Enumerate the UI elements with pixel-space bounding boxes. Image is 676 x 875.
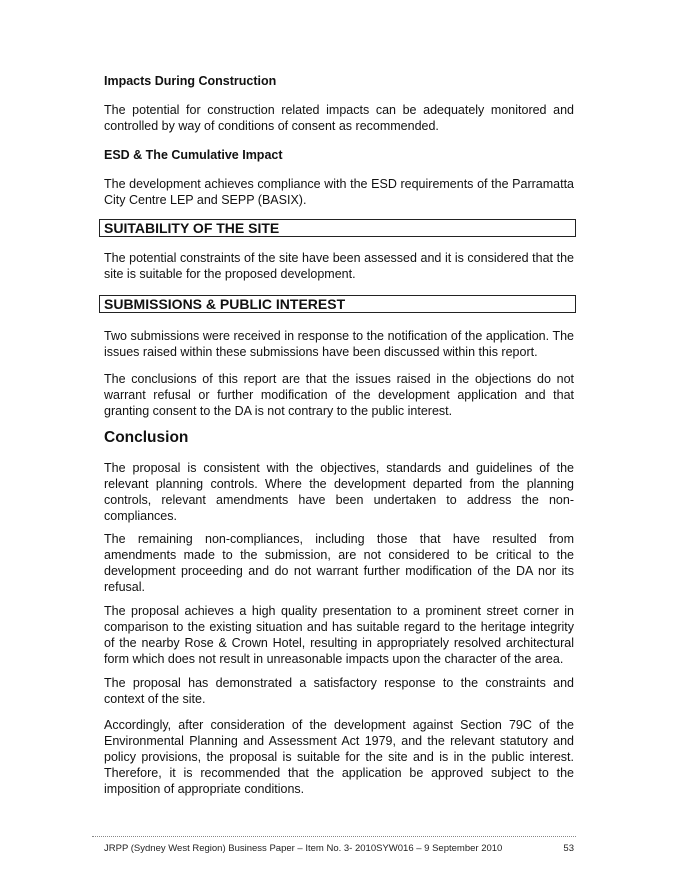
conclusion-paragraph-3: The proposal achieves a high quality presentation to a prominent street corner in comparison to the existing situation and has suitable regard to the heritage integrity of the nearby Rose & Crown Hotel, resulting in appropriately resolved architectural form which does not result in unreasonable impacts upon the character of the area. — [104, 604, 574, 666]
suitability-paragraph: The potential constraints of the site have been assessed and it is considered that the site is suitable for the proposed development. — [104, 251, 574, 281]
conclusion-heading: Conclusion — [104, 429, 189, 446]
impacts-paragraph: The potential for construction related impacts can be adequately monitored and controlled by way of conditions of consent as recommended. — [104, 103, 574, 133]
suitability-heading: SUITABILITY OF THE SITE — [99, 219, 576, 237]
submissions-paragraph-2: The conclusions of this report are that the issues raised in the objections do not warrant refusal or further modification of the development application and that granting consent to the DA is not contrary to the public interest. — [104, 372, 574, 418]
footer-text: JRPP (Sydney West Region) Business Paper – Item No. 3- 2010SYW016 – 9 September 2010 — [104, 843, 503, 854]
esd-heading: ESD & The Cumulative Impact — [104, 148, 283, 162]
conclusion-paragraph-4: The proposal has demonstrated a satisfactory response to the constraints and context of the site. — [104, 676, 574, 706]
footer-divider — [92, 836, 576, 837]
esd-paragraph: The development achieves compliance with the ESD requirements of the Parramatta City Centre LEP and SEPP (BASIX). — [104, 177, 574, 207]
conclusion-paragraph-5: Accordingly, after consideration of the development against Section 79C of the Environmental Planning and Assessment Act 1979, and the relevant statutory and policy provisions, the proposal is suitable for the site and is in the public interest. Therefore, it is recommended that the application be approved subject to the imposition of appropriate conditions. — [104, 718, 574, 796]
submissions-paragraph-1: Two submissions were received in response to the notification of the application. The issues raised within these submissions have been discussed within this report. — [104, 329, 574, 359]
impacts-heading: Impacts During Construction — [104, 74, 277, 88]
page-number: 53 — [563, 843, 574, 854]
conclusion-paragraph-2: The remaining non-compliances, including those that have resulted from amendments made to the submission, are not considered to be critical to the development proceeding and do not warrant further modification of the DA nor its refusal. — [104, 532, 574, 594]
submissions-heading: SUBMISSIONS & PUBLIC INTEREST — [99, 295, 576, 313]
conclusion-paragraph-1: The proposal is consistent with the objectives, standards and guidelines of the relevant planning controls. Where the development departed from the planning controls, relevant amendments have been undertaken to address the non-compliances. — [104, 461, 574, 523]
